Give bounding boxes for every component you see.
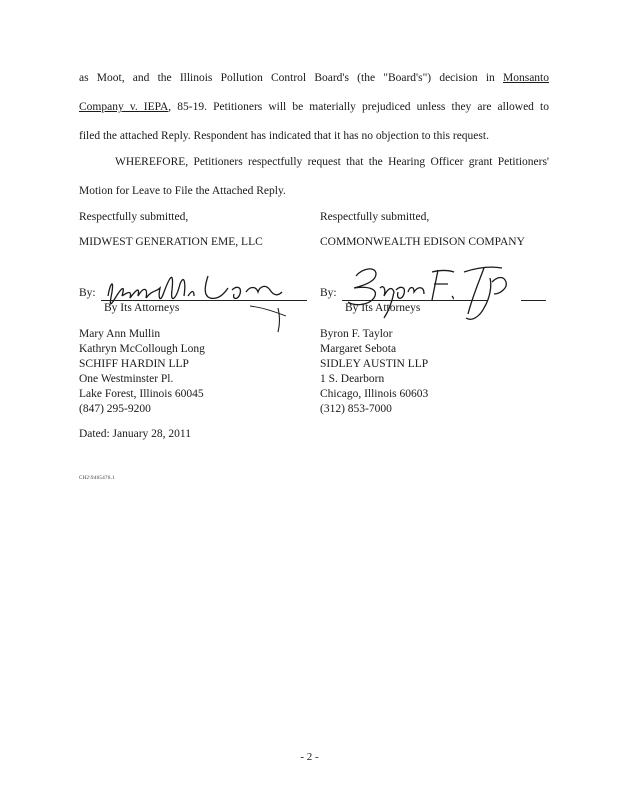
handwritten-signature-right [340,258,530,328]
case-name-underlined: Monsanto [503,72,549,84]
handwritten-signature-left [100,256,290,336]
address-line: One Westminster Pl. [79,373,174,385]
phone-line: (312) 853-7000 [320,403,392,415]
dated-line: Dated: January 28, 2011 [79,428,191,440]
address-line: Lake Forest, Illinois 60045 [79,388,204,400]
attorney-block-left [79,327,205,417]
attorney-line: Kathryn McCollough Long [79,343,205,355]
address-line: 1 S. Dearborn [320,373,385,385]
by-label-right: By: [320,287,337,299]
by-label-left: By: [79,287,96,299]
attorney-line: Mary Ann Mullin [79,328,161,340]
firm-line: SIDLEY AUSTIN LLP [320,358,429,370]
attorney-block-right [320,327,428,417]
party-name-left: MIDWEST GENERATION EME, LLC [79,236,263,248]
paragraph-line: WHEREFORE, Petitioners respectfully request that the Hearing Officer grant Petitioners' [115,156,549,168]
page-number: - 2 - [300,751,319,763]
address-line: Chicago, Illinois 60603 [320,388,429,400]
attorney-line: Margaret Sebota [320,343,397,355]
paragraph-wherefore [79,148,549,206]
attorney-line: Byron F. Taylor [320,328,393,340]
paragraph-line [79,64,549,93]
paragraph-line: filed the attached Reply. Respondent has indicated that it has no objection to this request. [79,130,489,142]
party-name-right: COMMONWEALTH EDISON COMPANY [320,236,525,248]
paragraph-continuation [79,64,549,151]
paragraph-line [79,93,549,122]
closing-left: Respectfully submitted, [79,211,189,223]
case-name-underlined: Company v. IEPA [79,101,169,113]
by-attorneys-left: By Its Attorneys [104,302,180,314]
firm-line: SCHIFF HARDIN LLP [79,358,189,370]
closing-right: Respectfully submitted, [320,211,430,223]
document-id: CH2\9465476.1 [79,476,115,481]
text-run: , 85-19. Petitioners will be materially prejudiced unless they are allowed to [168,101,549,113]
phone-line: (847) 295-9200 [79,403,151,415]
text-run: as Moot, and the Illinois Pollution Control Board's (the "Board's") decision in [79,72,503,84]
by-attorneys-right: By Its Attorneys [345,302,421,314]
paragraph-line: Motion for Leave to File the Attached Reply. [79,185,286,197]
